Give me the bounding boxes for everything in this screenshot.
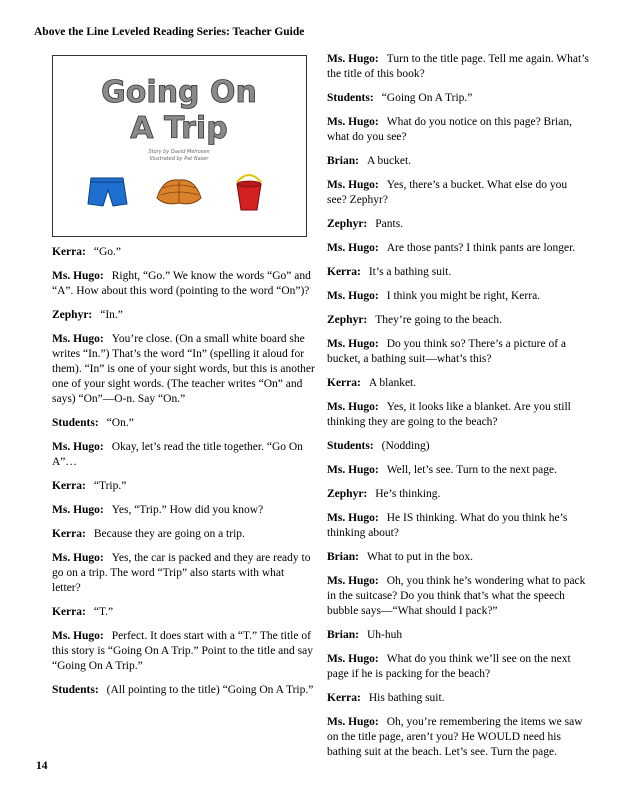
speaker-name: Students: bbox=[52, 684, 99, 696]
speaker-name: Students: bbox=[52, 417, 99, 429]
speaker-name: Ms. Hugo: bbox=[52, 630, 104, 642]
dialogue-line bbox=[327, 550, 589, 565]
speaker-name: Ms. Hugo: bbox=[327, 338, 379, 350]
page-number: 14 bbox=[36, 760, 48, 772]
dialogue-line bbox=[327, 265, 589, 280]
book-cover-illustration bbox=[52, 55, 307, 237]
speaker-name: Ms. Hugo: bbox=[327, 401, 379, 413]
dialogue-line bbox=[52, 269, 315, 299]
dialogue-text: Right, “Go.” We know the words “Go” and “A”. How about this word (pointing to the word “On”)? bbox=[52, 270, 311, 297]
dialogue-text: He IS thinking. What do you think he’s thinking about? bbox=[327, 512, 568, 539]
dialogue-text: Do you think so? There’s a picture of a bucket, a bathing suit—what’s this? bbox=[327, 338, 567, 365]
speaker-name: Brian: bbox=[327, 629, 359, 641]
dialogue-text: It’s a bathing suit. bbox=[368, 266, 452, 278]
speaker-name: Students: bbox=[327, 92, 374, 104]
right-column bbox=[327, 52, 589, 769]
dialogue-text: A bucket. bbox=[366, 155, 412, 167]
dialogue-line bbox=[52, 332, 315, 407]
speaker-name: Ms. Hugo: bbox=[327, 179, 379, 191]
speaker-name: Ms. Hugo: bbox=[52, 441, 104, 453]
speaker-name: Ms. Hugo: bbox=[327, 290, 379, 302]
dialogue-line bbox=[327, 715, 589, 760]
dialogue-line bbox=[327, 115, 589, 145]
dialogue-text: Yes, “Trip.” How did you know? bbox=[111, 504, 264, 516]
dialogue-text: Are those pants? I think pants are longer. bbox=[386, 242, 576, 254]
dialogue-text: His bathing suit. bbox=[368, 692, 445, 704]
speaker-name: Kerra: bbox=[327, 377, 361, 389]
speaker-name: Kerra: bbox=[52, 246, 86, 258]
rolled-blanket-icon bbox=[157, 180, 201, 204]
dialogue-line bbox=[327, 178, 589, 208]
dialogue-text: What do you think we’ll see on the next page if he is packing for the beach? bbox=[327, 653, 571, 680]
dialogue-text: Pants. bbox=[375, 218, 404, 230]
speaker-name: Ms. Hugo: bbox=[327, 464, 379, 476]
dialogue-line bbox=[327, 439, 589, 454]
dialogue-text: Perfect. It does start with a “T.” The title of this story is “Going On A Trip.” Point to the title and say “Going On A Trip.” bbox=[52, 630, 313, 672]
speaker-name: Brian: bbox=[327, 551, 359, 563]
dialogue-line bbox=[52, 551, 315, 596]
dialogue-text: A blanket. bbox=[368, 377, 417, 389]
speaker-name: Zephyr: bbox=[327, 218, 368, 230]
speaker-name: Ms. Hugo: bbox=[52, 552, 104, 564]
speaker-name: Ms. Hugo: bbox=[327, 53, 379, 65]
speaker-name: Kerra: bbox=[52, 606, 86, 618]
dialogue-text: Okay, let’s read the title together. “Go On A”… bbox=[52, 441, 303, 468]
dialogue-line bbox=[52, 440, 315, 470]
dialogue-text: “Going On A Trip.” bbox=[381, 92, 473, 104]
speaker-name: Ms. Hugo: bbox=[52, 270, 104, 282]
cover-drawing bbox=[53, 56, 306, 236]
dialogue-line bbox=[327, 154, 589, 169]
dialogue-line bbox=[327, 652, 589, 682]
dialogue-line bbox=[327, 487, 589, 502]
speaker-name: Zephyr: bbox=[327, 314, 368, 326]
speaker-name: Ms. Hugo: bbox=[327, 116, 379, 128]
speaker-name: Ms. Hugo: bbox=[52, 504, 104, 516]
speaker-name: Ms. Hugo: bbox=[327, 512, 379, 524]
dialogue-text: What to put in the box. bbox=[366, 551, 473, 563]
cover-byline-illustrator: Illustrated by Pat Naser bbox=[149, 156, 209, 162]
dialogue-list-left bbox=[52, 245, 315, 698]
dialogue-line bbox=[327, 376, 589, 391]
dialogue-line bbox=[327, 511, 589, 541]
dialogue-line bbox=[327, 574, 589, 619]
dialogue-text: Oh, you’re remembering the items we saw on the title page, aren’t you? He WOULD need his bathing suit at the beach. Let’s see. Turn the page. bbox=[327, 716, 583, 758]
speaker-name: Kerra: bbox=[52, 528, 86, 540]
speaker-name: Brian: bbox=[327, 155, 359, 167]
dialogue-text: Well, let’s see. Turn to the next page. bbox=[386, 464, 558, 476]
speaker-name: Zephyr: bbox=[327, 488, 368, 500]
dialogue-text: You’re close. (On a small white board she writes “In.”) That’s the word “In” (spelling it aloud for them). “In” is one of your sight words, but this is another one of your sight words. (The teacher writes “On” and says) “On”—O-n. Say “On.” bbox=[52, 333, 315, 405]
left-column bbox=[52, 55, 315, 707]
dialogue-line bbox=[327, 289, 589, 304]
dialogue-text: Yes, it looks like a blanket. Are you still thinking they are going to the beach? bbox=[327, 401, 571, 428]
dialogue-text: They’re going to the beach. bbox=[375, 314, 503, 326]
dialogue-list-right bbox=[327, 52, 589, 760]
dialogue-line bbox=[52, 416, 315, 431]
speaker-name: Ms. Hugo: bbox=[327, 653, 379, 665]
speaker-name: Kerra: bbox=[52, 480, 86, 492]
dialogue-text: He’s thinking. bbox=[375, 488, 441, 500]
speaker-name: Zephyr: bbox=[52, 309, 93, 321]
speaker-name: Ms. Hugo: bbox=[327, 716, 379, 728]
dialogue-line bbox=[327, 241, 589, 256]
dialogue-line bbox=[52, 479, 315, 494]
dialogue-line bbox=[52, 527, 315, 542]
dialogue-line bbox=[52, 503, 315, 518]
page-header: Above the Line Leveled Reading Series: Teacher Guide bbox=[34, 26, 305, 38]
dialogue-line bbox=[52, 245, 315, 260]
dialogue-text: “On.” bbox=[106, 417, 134, 429]
dialogue-text: I think you might be right, Kerra. bbox=[386, 290, 541, 302]
dialogue-text: Oh, you think he’s wondering what to pack in the suitcase? Do you think that’s what the speech bubble says—“What should I pack?” bbox=[327, 575, 586, 617]
dialogue-line bbox=[327, 217, 589, 232]
cover-byline-author: Story by David Melrosen bbox=[148, 149, 210, 155]
dialogue-line bbox=[327, 52, 589, 82]
dialogue-line bbox=[327, 313, 589, 328]
bucket-icon bbox=[237, 175, 261, 210]
speaker-name: Ms. Hugo: bbox=[327, 575, 379, 587]
dialogue-line bbox=[327, 91, 589, 106]
dialogue-text: Because they are going on a trip. bbox=[93, 528, 245, 540]
dialogue-text: “T.” bbox=[93, 606, 114, 618]
swim-shorts-icon bbox=[88, 178, 127, 206]
dialogue-line bbox=[327, 628, 589, 643]
dialogue-text: Uh-huh bbox=[366, 629, 403, 641]
dialogue-text: What do you notice on this page? Brian, what do you see? bbox=[327, 116, 572, 143]
speaker-name: Ms. Hugo: bbox=[52, 333, 104, 345]
dialogue-line bbox=[327, 400, 589, 430]
dialogue-line bbox=[327, 691, 589, 706]
dialogue-line bbox=[52, 629, 315, 674]
dialogue-line bbox=[52, 308, 315, 323]
dialogue-text: Yes, the car is packed and they are ready to go on a trip. The word “Trip” also starts with what letter? bbox=[52, 552, 311, 594]
cover-title-line1: Going On bbox=[101, 75, 257, 110]
dialogue-text: “In.” bbox=[100, 309, 123, 321]
dialogue-text: (Nodding) bbox=[381, 440, 430, 452]
dialogue-text: (All pointing to the title) “Going On A Trip.” bbox=[106, 684, 314, 696]
dialogue-line bbox=[52, 605, 315, 620]
speaker-name: Kerra: bbox=[327, 692, 361, 704]
dialogue-text: Yes, there’s a bucket. What else do you see? Zephyr? bbox=[327, 179, 568, 206]
speaker-name: Ms. Hugo: bbox=[327, 242, 379, 254]
dialogue-text: Turn to the title page. Tell me again. What’s the title of this book? bbox=[327, 53, 589, 80]
dialogue-text: “Trip.” bbox=[93, 480, 127, 492]
dialogue-line bbox=[327, 463, 589, 478]
cover-title-line2: A Trip bbox=[130, 111, 228, 146]
speaker-name: Students: bbox=[327, 440, 374, 452]
dialogue-line bbox=[327, 337, 589, 367]
dialogue-line bbox=[52, 683, 315, 698]
dialogue-text: “Go.” bbox=[93, 246, 121, 258]
speaker-name: Kerra: bbox=[327, 266, 361, 278]
